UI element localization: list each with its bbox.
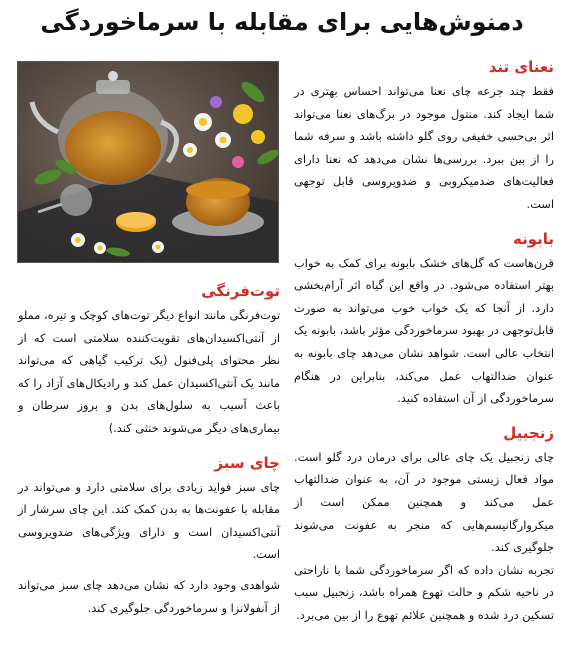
teapot-photo-illustration [18, 62, 278, 262]
ginger-title: زنجبیل [503, 423, 554, 442]
ginger-body-2: تجربه نشان داده که اگر سرماخوردگی شما با ناراحتی در ناحیه شکم و حالت تهوع همراه باشد، زنجبیل سبب تسکین درد شده و همچنین علائم تهوع را از بین می‌برد. [294, 562, 554, 622]
chamomile-title: بابونه [512, 229, 554, 248]
strawberry-body: توت‌فرنگی مانند انواع دیگر توت‌های کوچک و تیره، مملو از آنتی‌اکسیدان‌های تقویت‌کننده سلامتی است که از نظر محتوای پلی‌فنول (یک ترکیب گیاهی که می‌تواند مانند یک آنتی‌اکسیدان عمل کند و رادیکال‌های آزاد را که باعث آسیب به سلول‌های بدن و بروز سرطان و بیماری‌های دیگر می‌شوند خنثی کند.) [18, 308, 280, 435]
strawberry-title: توت‌فرنگی [201, 282, 280, 300]
chamomile-body: قرن‌هاست که گل‌های خشک بابونه برای کمک به خواب بهتر استفاده می‌شود. در واقع این گیاه اثر آرام‌بخشی دارد. از آنجا که یک خواب خوب می‌تواند به صورت قابل‌توجهی در بهبود سرماخوردگی مؤثر باشد، بابونه یک انتخاب عالی است. شواهد نشان می‌دهد چای بابونه به عنوان ضدالتهاب عمل می‌کند، بنابراین در هنگام سرماخوردگی از آن استفاده کنید. [294, 255, 554, 406]
left-column [18, 280, 280, 619]
green-tea-body-2: شواهدی وجود دارد که نشان می‌دهد چای سبز می‌تواند از آنفولانزا و سرماخوردگی جلوگیری کند. [18, 577, 280, 615]
ginger-body-1: چای زنجبیل یک چای عالی برای درمان درد گلو است. مواد فعال زیستی موجود در آن، به عنوان ضدالتهاب عمل می‌کند و همچنین ممکن است از میکروارگانیسم‌هایی که منجر به عفونت می‌شوند جلوگیری کند. [294, 449, 554, 555]
page-title: دمنوش‌هایی برای مقابله با سرماخوردگی [40, 8, 524, 36]
right-column [294, 56, 554, 626]
mint-body: فقط چند جرعه چای نعنا می‌تواند احساس بهتری در شما ایجاد کند. منتول موجود در برگ‌های نعنا می‌تواند اثر بی‌حسی خفیفی روی گلو داشته باشد و سرفه شما را از بین ببرد. بررسی‌ها نشان می‌دهد که نعنا دارای فعالیت‌های ضدمیکروبی و ضدویروسی قابل توجهی است. [294, 84, 554, 211]
green-tea-title: چای سبز [214, 453, 280, 472]
green-tea-body-1: چای سبز فواید زیادی برای سلامتی دارد و می‌تواند در مقابله با عفونت‌ها به بدن کمک کند. این چای سرشار از آنتی‌اکسیدان است و دارای ویژگی‌های ضدویروسی است. [18, 479, 280, 562]
herbal-tea-photo [17, 61, 279, 263]
mint-title: نعنای تند [488, 58, 554, 76]
